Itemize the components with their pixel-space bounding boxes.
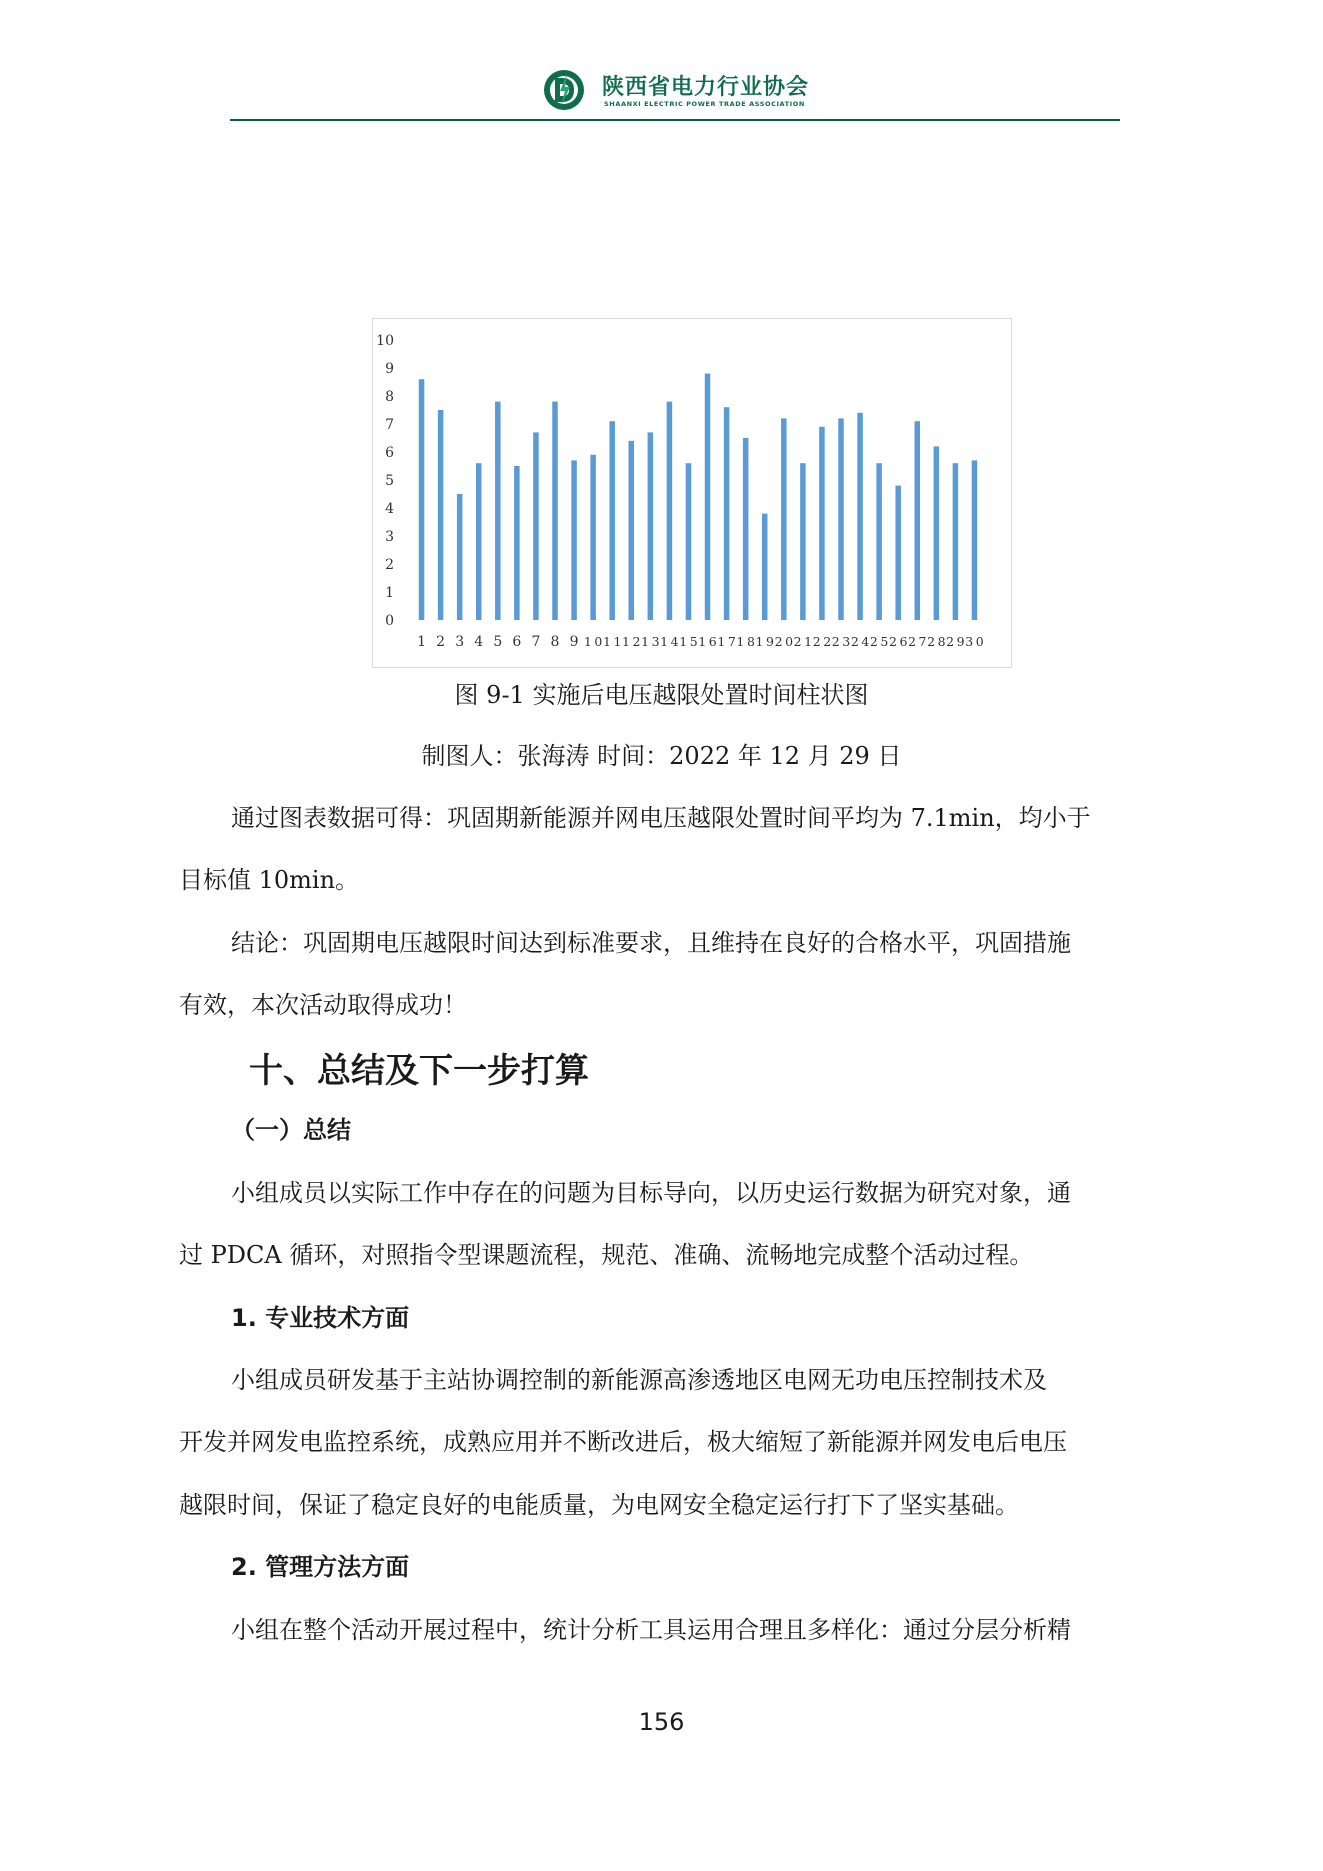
paragraph-summary-line2: 过 PDCA 循环，对照指令型课题流程，规范、准确、流畅地完成整个活动过程。	[179, 1241, 1034, 1269]
bar-15	[686, 463, 692, 620]
header-divider	[230, 119, 1120, 121]
y-tick-label: 3	[385, 529, 394, 545]
paragraph-conclusion-line2: 有效，本次活动取得成功！	[179, 991, 467, 1019]
y-tick-label: 6	[385, 445, 394, 461]
x-tick-label: 3	[455, 634, 465, 650]
y-tick-label: 2	[385, 557, 394, 573]
subheading-management: 2. 管理方法方面	[231, 1553, 410, 1581]
bar-14	[667, 402, 673, 620]
paragraph-conclusion-line1: 结论：巩固期电压越限时间达到标准要求，且维持在良好的合格水平，巩固措施	[231, 929, 1071, 957]
bar-12	[629, 441, 635, 620]
y-tick-label: 1	[385, 585, 394, 601]
x-tick-label: 7	[531, 634, 541, 650]
x-tick-label: 8	[550, 634, 560, 650]
org-name-english: SHAANXI ELECTRIC POWER TRADE ASSOCIATION	[604, 100, 805, 108]
x-tick-label: 23	[831, 634, 851, 649]
subheading-technical: 1. 专业技术方面	[231, 1304, 410, 1332]
figure-caption: 图 9-1 实施后电压越限处置时间柱状图	[454, 681, 869, 709]
x-tick-label: 19	[755, 634, 774, 649]
bar-29	[953, 463, 959, 620]
paragraph-management-line1: 小组在整个活动开展过程中，统计分析工具运用合理且多样化：通过分层分析精	[231, 1616, 1071, 1644]
paragraph-result-line1: 通过图表数据可得：巩固期新能源并网电压越限处置时间平均为 7.1min，均小于	[231, 804, 1091, 832]
bar-11	[609, 421, 615, 620]
bar-27	[915, 421, 921, 620]
bar-5	[495, 402, 501, 620]
page-number: 156	[638, 1708, 685, 1736]
bar-22	[819, 427, 825, 620]
bar-20	[781, 418, 787, 620]
x-tick-label: 14	[660, 634, 679, 649]
x-tick-label: 9	[569, 634, 579, 650]
org-name: 陕西省电力行业协会	[602, 75, 810, 100]
x-tick-label: 28	[927, 634, 946, 649]
x-tick-label: 15	[679, 634, 698, 649]
bar-8	[552, 402, 558, 620]
x-tick-label: 13	[641, 634, 660, 649]
bar-13	[648, 432, 654, 620]
bar-chart	[372, 318, 1012, 668]
bar-19	[762, 514, 768, 620]
paragraph-technical-line1: 小组成员研发基于主站协调控制的新能源高渗透地区电网无功电压控制技术及	[231, 1366, 1047, 1394]
x-tick-label: 12	[622, 634, 641, 649]
x-tick-label: 21	[793, 634, 813, 649]
y-tick-label: 5	[385, 473, 394, 489]
y-tick-label: 8	[385, 389, 394, 405]
bar-16	[705, 374, 711, 620]
page-header	[230, 64, 1120, 124]
y-tick-label: 9	[385, 361, 394, 377]
figure-maker-line: 制图人：张海涛 时间：2022 年 12 月 29 日	[421, 742, 902, 770]
y-tick-label: 10	[376, 333, 394, 349]
bar-4	[476, 463, 482, 620]
bar-6	[514, 466, 520, 620]
bar-2	[438, 410, 444, 620]
bar-28	[934, 446, 940, 620]
x-tick-label: 29	[946, 634, 965, 649]
x-tick-label: 20	[774, 634, 794, 649]
bar-9	[571, 460, 577, 620]
x-tick-label: 2	[436, 634, 446, 650]
bar-30	[972, 460, 978, 620]
x-tick-label: 18	[736, 634, 755, 649]
x-tick-label: 11	[602, 634, 622, 649]
x-tick-label: 16	[698, 634, 717, 649]
bar-7	[533, 432, 539, 620]
bar-24	[857, 413, 863, 620]
x-tick-label: 30	[965, 634, 984, 649]
y-tick-label: 0	[385, 613, 394, 629]
x-tick-label: 26	[888, 634, 908, 649]
paragraph-technical-line2: 开发并网发电监控系统，成熟应用并不断改进后，极大缩短了新能源并网发电后电压	[179, 1428, 1067, 1456]
x-tick-label: 1	[417, 634, 426, 650]
bar-1	[419, 379, 425, 620]
bar-3	[457, 494, 463, 620]
association-logo-icon	[542, 68, 586, 112]
subsection-heading-summary: （一）总结	[231, 1116, 351, 1144]
x-tick-label: 27	[908, 634, 927, 649]
paragraph-technical-line3: 越限时间，保证了稳定良好的电能质量，为电网安全稳定运行打下了坚实基础。	[179, 1491, 1019, 1519]
bar-18	[743, 438, 749, 620]
bar-26	[895, 486, 901, 620]
bar-25	[876, 463, 882, 620]
bar-10	[590, 455, 596, 620]
bar-17	[724, 407, 730, 620]
x-tick-label: 17	[717, 634, 736, 649]
bar-23	[838, 418, 844, 620]
x-tick-label: 4	[474, 634, 484, 650]
x-tick-label: 6	[512, 634, 522, 650]
bar-21	[800, 463, 806, 620]
x-tick-label: 5	[493, 634, 503, 650]
paragraph-result-line2: 目标值 10min。	[179, 866, 360, 894]
x-tick-label: 10	[583, 634, 603, 649]
y-tick-label: 7	[385, 417, 394, 433]
section-heading: 十、总结及下一步打算	[249, 1051, 589, 1091]
x-tick-label: 24	[850, 634, 870, 649]
x-tick-label: 25	[869, 634, 889, 649]
y-tick-label: 4	[385, 501, 394, 517]
paragraph-summary-line1: 小组成员以实际工作中存在的问题为目标导向，以历史运行数据为研究对象，通	[231, 1179, 1071, 1207]
bar-chart-svg	[372, 318, 1012, 668]
x-tick-label: 22	[812, 634, 832, 649]
